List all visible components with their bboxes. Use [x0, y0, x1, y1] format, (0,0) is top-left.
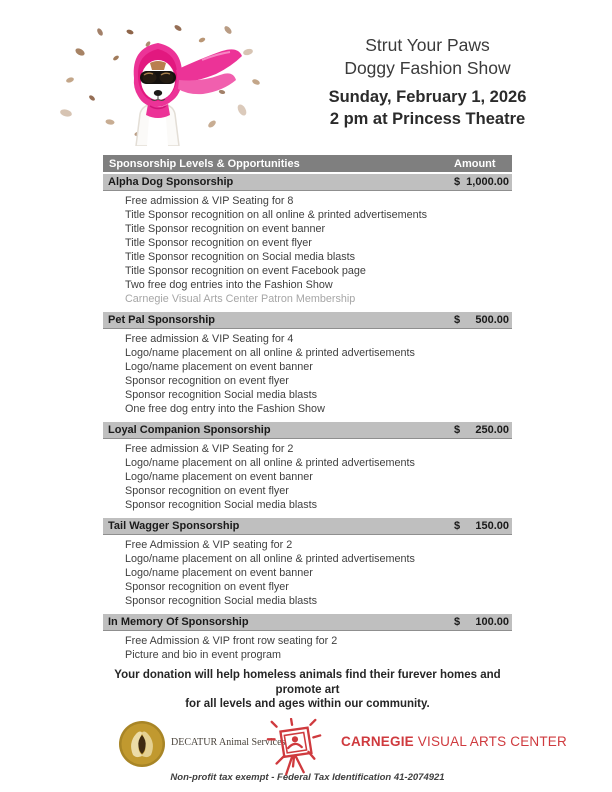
section-header-bar — [103, 614, 512, 631]
sponsorship-section — [103, 174, 512, 312]
section-amount — [450, 176, 512, 188]
benefit-list — [103, 631, 512, 664]
section-header-bar — [103, 174, 512, 191]
amount-value: 150.00 — [475, 520, 509, 532]
decatur-animal-services-logo-icon — [118, 720, 166, 768]
event-date: Sunday, February 1, 2026 — [328, 88, 527, 106]
benefit-item: Logo/name placement on all online & printed advertisements — [125, 457, 415, 469]
benefit-item: Logo/name placement on all online & printed advertisements — [125, 347, 415, 359]
section-amount — [450, 314, 512, 326]
section-title: Loyal Companion Sponsorship — [108, 424, 271, 436]
section-amount — [450, 520, 512, 532]
event-venue: 2 pm at Princess Theatre — [329, 110, 526, 128]
benefit-item: Free Admission & VIP seating for 2 — [125, 539, 293, 551]
benefit-item: Logo/name placement on event banner — [125, 471, 313, 483]
sponsorship-section — [103, 518, 512, 614]
benefit-item: Logo/name placement on all online & printed advertisements — [125, 553, 415, 565]
currency-symbol: $ — [454, 520, 461, 532]
benefit-item: Sponsor recognition on event flyer — [125, 485, 289, 497]
carnegie-visual-arts-center-label — [341, 734, 567, 749]
section-amount — [450, 424, 512, 436]
sponsorship-section — [103, 614, 512, 664]
benefit-item: Sponsor recognition Social media blasts — [125, 595, 318, 607]
section-title: Pet Pal Sponsorship — [108, 314, 215, 326]
content-column — [103, 155, 567, 783]
carnegie-artist-logo-icon — [263, 718, 325, 780]
sponsorship-section — [103, 422, 512, 518]
decatur-label: DECATUR Animal Services — [171, 736, 286, 748]
benefit-item: Title Sponsor recognition on event flyer — [125, 237, 312, 249]
carnegie-rest: VISUAL ARTS CENTER — [413, 733, 567, 749]
section-title: Tail Wagger Sponsorship — [108, 520, 240, 532]
currency-symbol: $ — [454, 176, 461, 188]
section-header-bar — [103, 312, 512, 329]
column-header-levels: Sponsorship Levels & Opportunities — [109, 157, 300, 170]
benefit-item: Title Sponsor recognition on event banner — [125, 223, 326, 235]
event-title-block — [305, 34, 550, 130]
benefit-list — [103, 535, 512, 614]
partner-logos — [103, 718, 567, 764]
benefit-item: Two free dog entries into the Fashion Show — [125, 279, 333, 291]
carnegie-name: CARNEGIE — [341, 733, 414, 749]
benefit-list — [103, 329, 512, 422]
currency-symbol: $ — [454, 424, 461, 436]
section-title: In Memory Of Sponsorship — [108, 616, 249, 628]
benefit-item: Title Sponsor recognition on Social media blasts — [125, 251, 356, 263]
dog-figure — [134, 43, 242, 146]
section-header-bar — [103, 518, 512, 535]
amount-value: 250.00 — [475, 424, 509, 436]
table-header-row — [103, 155, 512, 172]
column-header-amount: Amount — [454, 157, 496, 170]
benefit-item: Carnegie Visual Arts Center Patron Membership — [125, 293, 356, 305]
event-title-line2: Doggy Fashion Show — [344, 58, 511, 78]
amount-value: 1,000.00 — [466, 176, 509, 188]
benefit-item: Title Sponsor recognition on all online & printed advertisements — [125, 209, 428, 221]
currency-symbol: $ — [454, 616, 461, 628]
donation-message-line2: for all levels and ages within our community. — [185, 698, 430, 710]
benefit-item: Sponsor recognition on event flyer — [125, 375, 289, 387]
amount-value: 100.00 — [475, 616, 509, 628]
amount-value: 500.00 — [475, 314, 509, 326]
benefit-item: Free admission & VIP Seating for 2 — [125, 443, 294, 455]
tax-exempt-line: Non-profit tax exempt - Federal Tax Identification 41-2074921 — [170, 771, 445, 783]
currency-symbol: $ — [454, 314, 461, 326]
donation-message-line1: Your donation will help homeless animals find their furever homes and promote art — [114, 669, 501, 696]
benefit-item: Title Sponsor recognition on event Facebook page — [125, 265, 366, 277]
benefit-item: Free admission & VIP Seating for 4 — [125, 333, 294, 345]
benefit-item: One free dog entry into the Fashion Show — [125, 403, 325, 415]
benefit-list — [103, 191, 512, 312]
sponsorship-section — [103, 312, 512, 422]
section-title: Alpha Dog Sponsorship — [108, 176, 234, 188]
dog-photo-illustration — [52, 18, 267, 146]
section-amount — [450, 616, 512, 628]
benefit-item: Free admission & VIP Seating for 8 — [125, 195, 294, 207]
benefit-item: Free Admission & VIP front row seating for 2 — [125, 635, 338, 647]
benefit-item: Sponsor recognition Social media blasts — [125, 499, 318, 511]
event-title-line1: Strut Your Paws — [365, 35, 490, 55]
benefit-list — [103, 439, 512, 518]
sponsorship-sections — [103, 174, 512, 664]
benefit-item: Logo/name placement on event banner — [125, 567, 313, 579]
section-header-bar — [103, 422, 512, 439]
benefit-item: Sponsor recognition Social media blasts — [125, 389, 318, 401]
benefit-item: Sponsor recognition on event flyer — [125, 581, 289, 593]
benefit-item: Picture and bio in event program — [125, 649, 282, 661]
donation-message — [103, 668, 512, 712]
benefit-item: Logo/name placement on event banner — [125, 361, 313, 373]
